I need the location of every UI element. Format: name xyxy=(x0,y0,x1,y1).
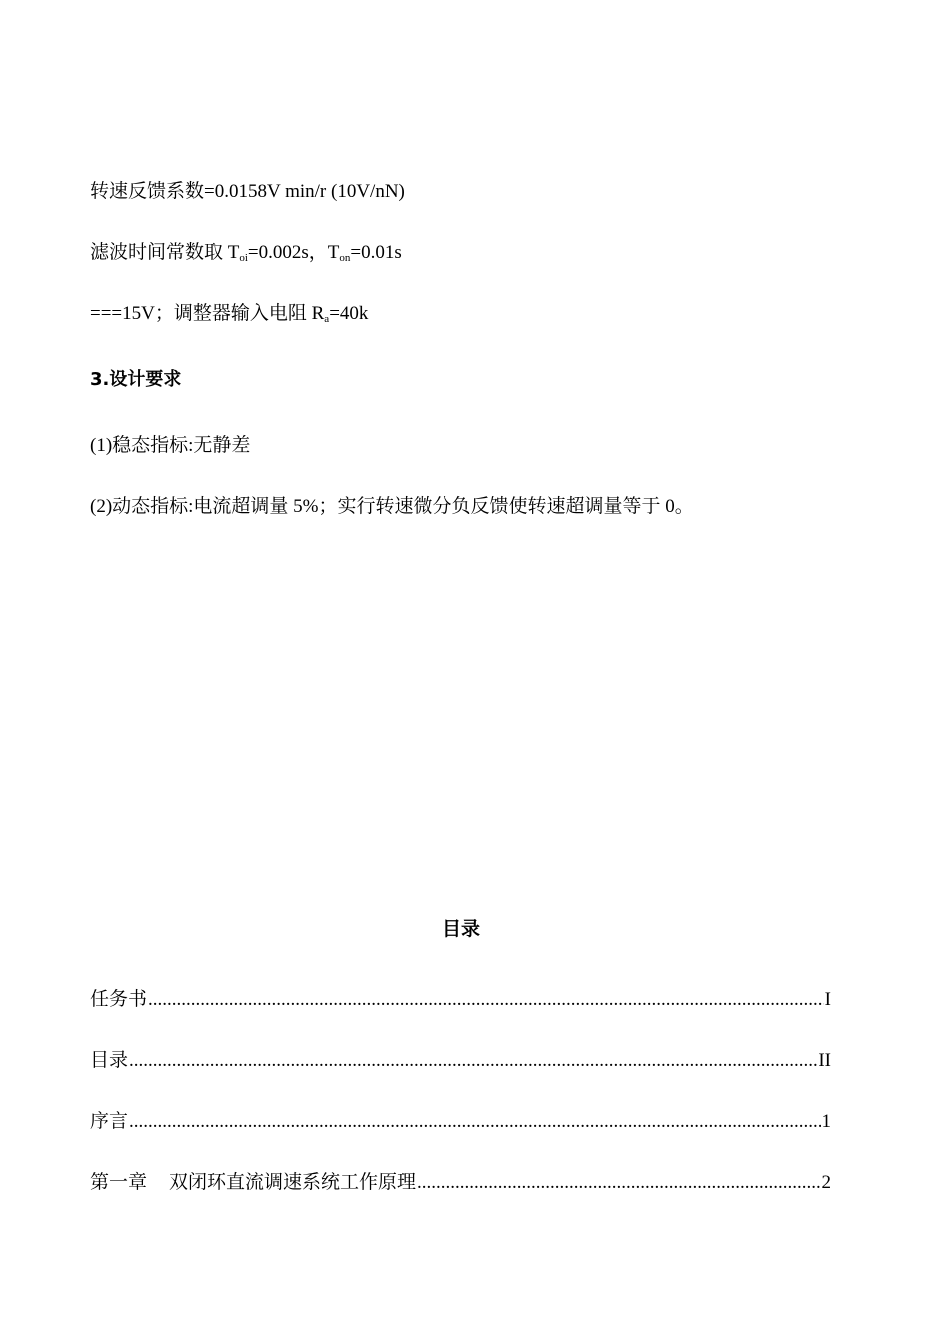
toc-entry[interactable] xyxy=(90,1171,831,1195)
toc-entry-chapter: 第一章 xyxy=(90,1172,148,1193)
toc-entry-page: 2 xyxy=(821,1172,831,1193)
design-requirements-heading: 3.设计要求 xyxy=(90,369,182,390)
toc-entry-label: 任务书 xyxy=(90,989,148,1010)
toc-leader-dots xyxy=(148,988,824,1012)
toc-entry-label: 双闭环直流调速系统工作原理 xyxy=(169,1172,417,1193)
toc-entry[interactable] xyxy=(90,1110,831,1134)
toc-leader-dots xyxy=(417,1171,820,1195)
toc-entry[interactable] xyxy=(90,988,831,1012)
speed-feedback-text: 转速反馈系数=0.0158V min/r (10V/nN) xyxy=(90,181,405,202)
toc-entry[interactable] xyxy=(90,1049,831,1073)
filter-time-mid: =0.002s，T xyxy=(247,242,340,263)
speed-feedback-line xyxy=(90,180,405,204)
toc-entry-label: 目录 xyxy=(90,1050,129,1071)
voltage-prefix: ===15V；调整器输入电阻 R xyxy=(90,303,325,324)
toc-leader-dots xyxy=(129,1049,817,1073)
voltage-resistor-line xyxy=(90,302,368,326)
filter-time-sub-oi: oi xyxy=(239,252,248,264)
toc-entry-page: II xyxy=(818,1050,831,1071)
toc-leader-dots xyxy=(129,1110,820,1134)
filter-time-prefix: 滤波时间常数取 T xyxy=(90,242,240,263)
requirement-dynamic: (2)动态指标:电流超调量 5%；实行转速微分负反馈使转速超调量等于 0。 xyxy=(90,496,694,517)
toc-entry-label: 序言 xyxy=(90,1111,129,1132)
resistor-sub-a: a xyxy=(324,313,330,325)
filter-time-line xyxy=(90,241,402,265)
requirement-steady-state: (1)稳态指标:无静差 xyxy=(90,435,251,456)
toc-entry-page: 1 xyxy=(821,1111,831,1132)
toc-title: 目录 xyxy=(441,918,480,940)
toc-entry-page: I xyxy=(824,989,831,1010)
filter-time-end: =0.01s xyxy=(350,242,402,263)
resistor-value: =40k xyxy=(329,303,369,324)
filter-time-sub-on: on xyxy=(339,252,351,264)
